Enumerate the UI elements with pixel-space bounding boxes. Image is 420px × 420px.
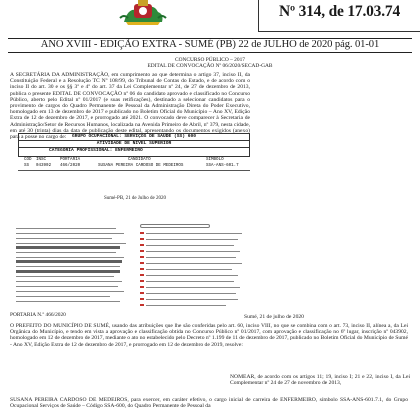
annex-header-portaria: PORTARIA (60, 158, 81, 162)
annex-row-portaria: 466/2020 (60, 164, 81, 168)
intro-paragraph: A SECRETÁRIA DA ADMINISTRAÇÃO, em cumprimento ao que determina o artigo 37, inciso II, da Constituição Federal e a Resolução TC Nº 108/99, do Tribunal de Contas do Estado, e de acordo com o inciso II do art. 30 e os §§ 3º e 4º do art. 37 da Lei Complementar nº 24, de 27 de dezembro de 2013, publica o presente EDITAL DE CONVOCAÇÃO nº 06 do candidato aprovado e classificado no Concurso Público, aberto pelo Edital nº 01/2017 (e suas retificações), destinado a selecionar candidatos para o provimento de cargos do Quadro Permanente de Pessoal da Administração Direta do Poder Executivo, homologado em 13 de dezembro de 2017 e publicado no Boletim Oficial do Município – Ano XV, Edição Extra de 12 de dezembro de 2017, e prorrogado até 2021. O convocado deve comparecer à Secretaria de Administração/Setor de Recursos Humanos, localizada na Avenida Primeiro de Abril, nº 379, nesta cidade, em até 30 (trinta) dias da data de publicação deste edital, apresentando os documentos exigidos (anexo) para a posse no cargo de: (10, 72, 250, 141)
scanned-checklist-image (12, 224, 250, 310)
annex-header-insc: INSC (36, 158, 47, 162)
susana-paragraph: SUSANA PEREIRA CARDOSO DE MEDEIROS, para exercer, em caráter efetivo, o cargo inicial de carreira de ENFERMEIRO, símbolo SSA-ANS-601.7.1, do Grupo Ocupacional Serviços de Saúde – Código SSA-600, do Quadro Permanente de Pessoal da (10, 397, 408, 410)
annex-header-candidato: CANDIDATO (128, 158, 151, 162)
annex-activity: ATIVIDADE DE NÍVEL SUPERIOR (18, 140, 250, 148)
annex-row-cod: SS (24, 164, 30, 168)
annex-row-insc: 043902 (36, 164, 52, 168)
annex-row-candidato: SUSANA PEREIRA CARDOSO DE MEDEIROS (98, 164, 184, 168)
annex-date: Sumé-PB, 21 de Julho de 2020 (104, 196, 166, 201)
annex-header-simbolo: SÍMBOLO (206, 158, 224, 162)
annex-header-cod: COD (24, 158, 32, 162)
law-number: Nº 314, de 17.03.74 (279, 3, 401, 20)
annex-row-simbolo: SSA-ANS-601.7 (206, 164, 239, 168)
signature-date: Sumé, 21 de julho de 2020 (244, 314, 304, 320)
concurso-title: CONCURSO PÚBLICO – 2017 (175, 57, 245, 63)
law-number-box (258, 0, 420, 32)
nomear-paragraph: NOMEAR, de acordo com os artigos 11; 19, inciso I; 21 e 22, inciso I, da Lei Complementar nº 24 de 27 de novembro de 2013, (230, 374, 410, 387)
annex-group: GRUPO OCUPACIONAL: SERVIÇOS DE SAÚDE (SS) 600 (18, 133, 250, 141)
municipal-crest-icon (118, 0, 168, 26)
annex-category: CATEGORIA PROFISSIONAL: ENFERMEIRO (18, 147, 250, 157)
edital-title: EDITAL DE CONVOCAÇÃO Nº 06/2020/SECAD-GAB (147, 63, 273, 69)
masthead (0, 0, 420, 34)
portaria-label: PORTARIA N.º 466/2020 (10, 312, 66, 318)
convocation-annex (18, 133, 250, 221)
prefeito-paragraph: O PREFEITO DO MUNICÍPIO DE SUMÉ, usando das atribuições que lhe são conferidas pelo art. 60, inciso VIII, no que se combina com o art. 73, inciso II, alínea a, da Lei Orgânica do Município, e tendo em vista a aprovação e classificação obtida no Concurso Público nº 01/2017, com aprovação e classificação no 6º lugar, inscrição nº 043902, homologado em 12 de dezembro de 2017, mediante o ato no estabelecido pelo Decreto nº 1.199 de 11 de dezembro de 2017, publicado no Boletim Oficial do Município de Sumé - Ano XV, Edição Extra de 12 de dezembro de 2017, e prorrogado em 12 de dezembro de 2019, resolve: (10, 323, 408, 348)
edition-bar: ANO XVIII - EDIÇÃO EXTRA - SUMÉ (PB) 22 de JULHO de 2020 pág. 01-01 (8, 38, 412, 53)
